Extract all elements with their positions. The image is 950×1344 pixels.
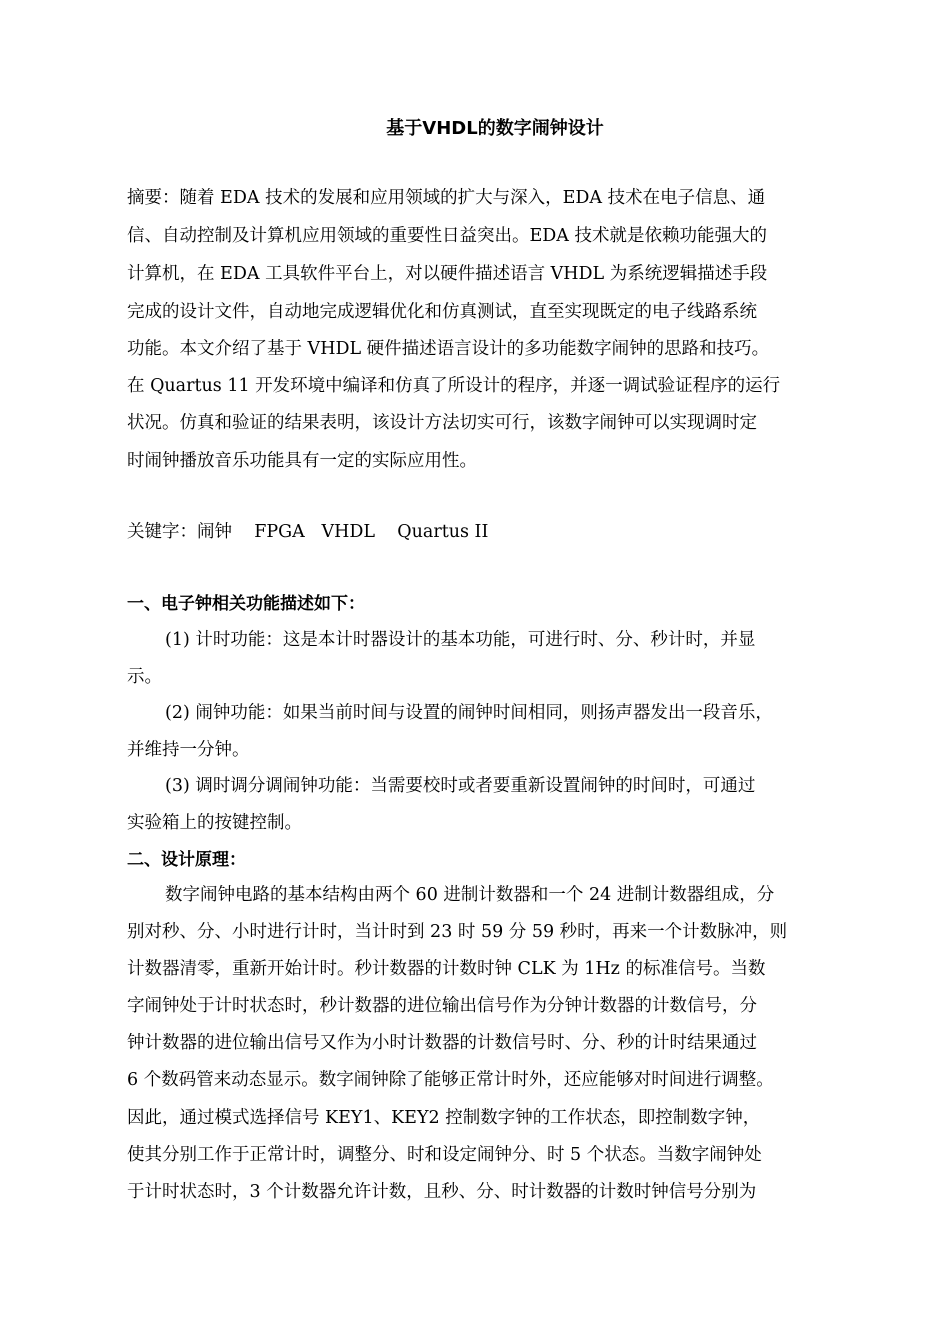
section1-line: (2) 闹钟功能：如果当前时间与设置的闹钟时间相同，则扬声器发出一段音乐， <box>165 703 773 723</box>
section-heading-functions: 一、电子钟相关功能描述如下： <box>127 594 365 614</box>
section2-line: 因此，通过模式选择信号 KEY1、KEY2 控制数字钟的工作状态，即控制数字钟， <box>127 1108 761 1128</box>
section2-line: 别对秒、分、小时进行计时，当计时到 23 时 59 分 59 秒时，再来一个计数脉冲，则 <box>127 922 788 942</box>
abstract-line: 摘要：随着 EDA 技术的发展和应用领域的扩大与深入，EDA 技术在电子信息、通 <box>127 188 766 208</box>
section2-line: 使其分别工作于正常计时，调整分、时和设定闹钟分、时 5 个状态。当数字闹钟处 <box>127 1145 762 1165</box>
section2-line: 字闹钟处于计时状态时，秒计数器的进位输出信号作为分钟计数器的计数信号，分 <box>127 996 757 1016</box>
section1-line: 示。 <box>127 667 162 687</box>
section2-line: 数字闹钟电路的基本结构由两个 60 进制计数器和一个 24 进制计数器组成，分 <box>165 885 775 905</box>
abstract-line: 状况。仿真和验证的结果表明，该设计方法切实可行，该数字闹钟可以实现调时定 <box>127 413 757 433</box>
abstract-line: 在 Quartus 11 开发环境中编译和仿真了所设计的程序，并逐一调试验证程序的运行 <box>127 376 781 396</box>
section1-line: 实验箱上的按键控制。 <box>127 813 302 833</box>
abstract-line: 计算机，在 EDA 工具软件平台上，对以硬件描述语言 VHDL 为系统逻辑描述手段 <box>127 264 768 284</box>
section2-line: 6 个数码管来动态显示。数字闹钟除了能够正常计时外，还应能够对时间进行调整。 <box>127 1070 774 1090</box>
abstract-line: 完成的设计文件，自动地完成逻辑优化和仿真测试，直至实现既定的电子线路系统 <box>127 302 757 322</box>
section-heading-principle: 二、设计原理： <box>127 850 246 870</box>
abstract-line: 功能。本文介绍了基于 VHDL 硬件描述语言设计的多功能数字闹钟的思路和技巧。 <box>127 339 770 359</box>
section1-line: (1) 计时功能：这是本计时器设计的基本功能，可进行时、分、秒计时，并显 <box>165 630 756 650</box>
section2-line: 计数器清零，重新开始计时。秒计数器的计数时钟 CLK 为 1Hz 的标准信号。当数 <box>127 959 766 979</box>
section1-line: 并维持一分钟。 <box>127 740 250 760</box>
keywords-line: 关键字：闹钟 FPGA VHDL Quartus II <box>127 522 489 542</box>
document-title: 基于VHDL的数字闹钟设计 <box>386 118 604 139</box>
abstract-line: 时闹钟播放音乐功能具有一定的实际应用性。 <box>127 451 477 471</box>
section1-line: (3) 调时调分调闹钟功能：当需要校时或者要重新设置闹钟的时间时，可通过 <box>165 776 756 796</box>
abstract-line: 信、自动控制及计算机应用领域的重要性日益突出。EDA 技术就是依赖功能强大的 <box>127 226 768 246</box>
section2-line: 于计时状态时，3 个计数器允许计数，且秒、分、时计数器的计数时钟信号分别为 <box>127 1182 757 1202</box>
section2-line: 钟计数器的进位输出信号又作为小时计数器的计数信号时、分、秒的计时结果通过 <box>127 1033 757 1053</box>
